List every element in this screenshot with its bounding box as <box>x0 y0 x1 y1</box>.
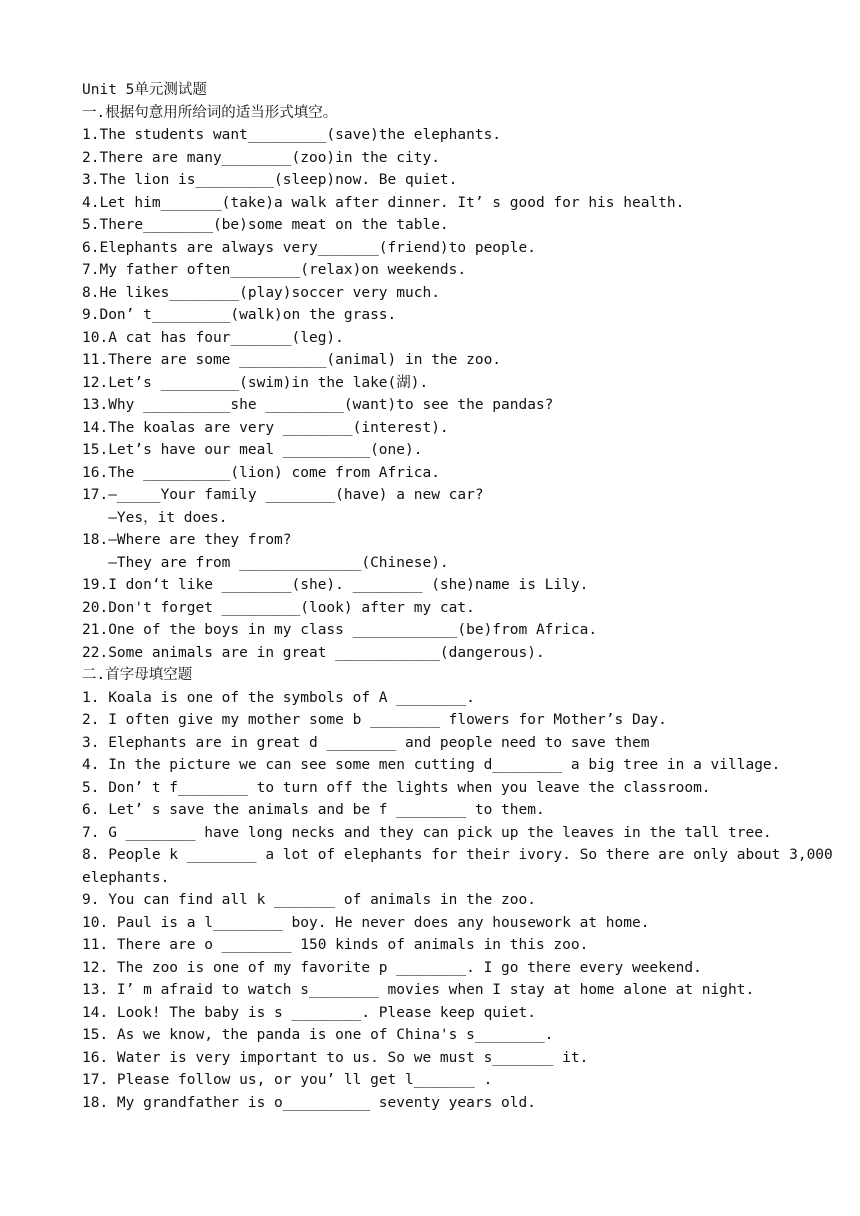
section2-item: 15. As we know, the panda is one of China's s________. <box>82 1027 554 1043</box>
section2-item: 7. G ________ have long necks and they can pick up the leaves in the tall tree. <box>82 824 772 841</box>
section1-item: 7.My father often________(relax)on weekends. <box>82 262 467 278</box>
section2-item: 9. You can find all k _______ of animals in the zoo. <box>82 892 536 908</box>
section2-item: 14. Look! The baby is s ________. Please keep quiet. <box>82 1004 536 1021</box>
section1-item: 13.Why __________she _________(want)to see the pandas? <box>82 397 554 413</box>
section2-item: 11. There are o ________ 150 kinds of animals in this zoo. <box>82 937 589 953</box>
document-title: Unit 5单元测试题 <box>82 82 207 98</box>
section2-item: 17. Please follow us, or you’ ll get l_______ . <box>82 1072 493 1088</box>
section1-item: 15.Let’s have our meal __________(one). <box>82 442 423 458</box>
section1-item: 17.—_____Your family ________(have) a new car? <box>82 487 484 503</box>
section1-item: 20.Don't forget _________(look) after my cat. <box>82 599 475 616</box>
section1-heading: 一.根据句意用所给词的适当形式填空。 <box>82 104 338 121</box>
section2-item: 8. People k ________ a lot of elephants for their ivory. So there are only about 3,000 elephants. <box>82 847 833 886</box>
section1-item: 21.One of the boys in my class ____________(be)from Africa. <box>82 622 598 638</box>
section1-item: 5.There________(be)some meat on the table. <box>82 217 449 233</box>
section1-item: 3.The lion is_________(sleep)now. Be quiet. <box>82 172 458 188</box>
section2-item: 4. In the picture we can see some men cutting d________ a big tree in a village. <box>82 757 781 773</box>
section1-item: 11.There are some __________(animal) in the zoo. <box>82 352 502 368</box>
section2-item: 2. I often give my mother some b ________ flowers for Mother’s Day. <box>82 712 667 728</box>
section2-item: 13. I’ m afraid to watch s________ movies when I stay at home alone at night. <box>82 982 755 998</box>
section1-item: 9.Don’ t_________(walk)on the grass. <box>82 307 397 323</box>
section1-item: 10.A cat has four_______(leg). <box>82 329 344 346</box>
section1-item-answer: —Yes，it does. <box>82 509 228 526</box>
section1-item: 19.I don‘t like ________(she). ________ (she)name is Lily. <box>82 577 589 593</box>
section1-item: 6.Elephants are always very_______(friend)to people. <box>82 239 536 256</box>
section1-item: 16.The __________(lion) come from Africa. <box>82 464 440 481</box>
section1-list <box>82 124 842 664</box>
section2-item: 3. Elephants are in great d ________ and people need to save them <box>82 734 650 751</box>
section1-item: 22.Some animals are in great ____________(dangerous). <box>82 644 545 661</box>
section1-item: 4.Let him_______(take)a walk after dinner. It’ s good for his health. <box>82 194 685 211</box>
section2-item: 10. Paul is a l________ boy. He never does any housework at home. <box>82 914 650 931</box>
section1-item: 1.The students want_________(save)the elephants. <box>82 127 502 143</box>
section1-item-answer: —They are from ______________(Chinese). <box>82 554 449 571</box>
section1-item: 2.There are many________(zoo)in the city. <box>82 149 440 166</box>
section1-item: 8.He likes________(play)soccer very much. <box>82 284 440 301</box>
section2-item: 16. Water is very important to us. So we must s_______ it. <box>82 1049 589 1066</box>
section2-heading: 二.首字母填空题 <box>82 667 193 683</box>
section1-item: 12.Let’s _________(swim)in the lake(湖). <box>82 374 429 391</box>
section2-item: 5. Don’ t f________ to turn off the lights when you leave the classroom. <box>82 779 711 796</box>
section2-item: 6. Let’ s save the animals and be f ________ to them. <box>82 802 545 818</box>
section2-item: 18. My grandfather is o__________ seventy years old. <box>82 1094 536 1111</box>
section1-item: 14.The koalas are very ________(interest). <box>82 419 449 436</box>
section2-list <box>82 687 842 1115</box>
section2-item: 12. The zoo is one of my favorite p ________. I go there every weekend. <box>82 959 702 976</box>
section2-item: 1. Koala is one of the symbols of A ________. <box>82 689 475 706</box>
worksheet-page <box>82 79 842 1114</box>
section1-item: 18.—Where are they from? <box>82 532 292 548</box>
